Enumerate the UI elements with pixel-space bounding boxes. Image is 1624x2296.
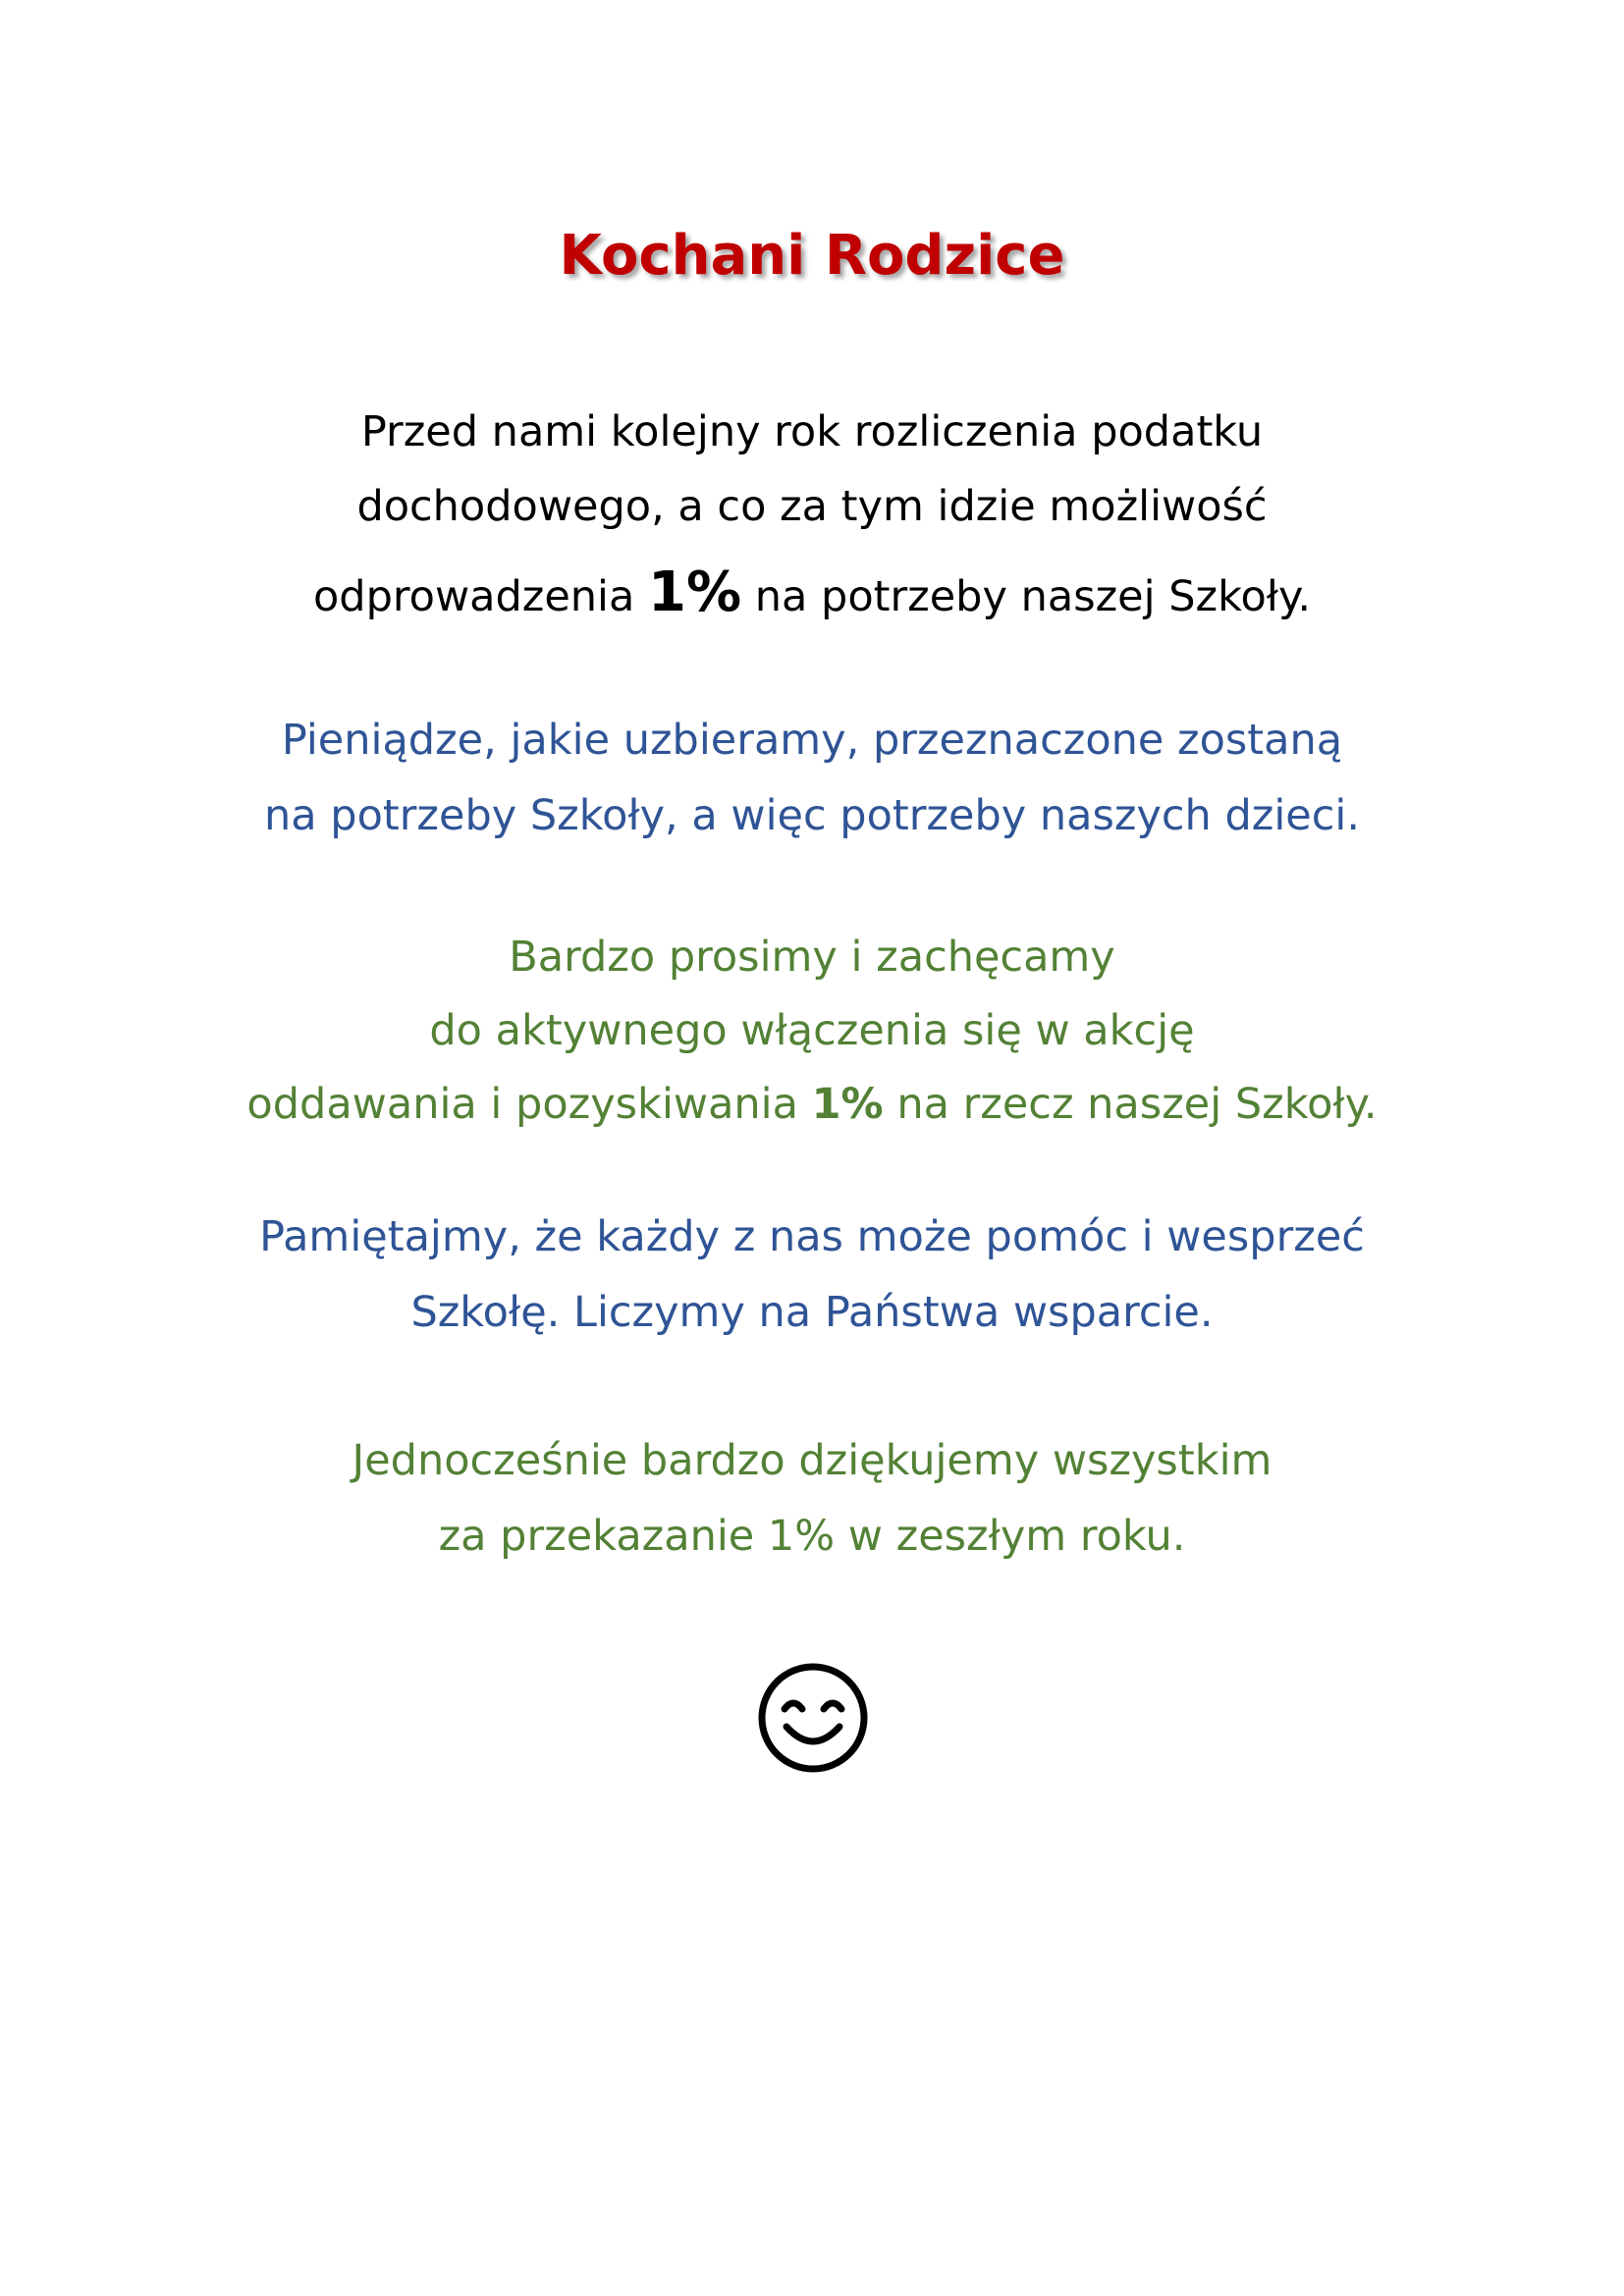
paragraph-line xyxy=(0,544,1624,646)
paragraph-tax-intro xyxy=(0,395,1624,646)
text-segment: na potrzeby naszej Szkoły. xyxy=(741,572,1311,621)
paragraph-support xyxy=(0,1200,1624,1351)
paragraph-line: dochodowego, a co za tym idzie możliwość xyxy=(356,482,1268,531)
paragraph-line: na potrzeby Szkoły, a więc potrzeby naszych dzieci. xyxy=(264,791,1360,840)
highlight-percent: 1% xyxy=(811,1080,884,1129)
paragraph-line xyxy=(0,1068,1624,1142)
paragraph-money-purpose xyxy=(0,703,1624,854)
paragraph-line: do aktywnego włączenia się w akcję xyxy=(429,1006,1195,1055)
paragraph-thanks xyxy=(0,1423,1624,1575)
paragraph-line: Bardzo prosimy i zachęcamy xyxy=(509,933,1115,982)
text-segment: na rzecz naszej Szkoły. xyxy=(883,1080,1378,1129)
text-segment: odprowadzenia xyxy=(313,572,648,621)
highlight-percent: 1% xyxy=(648,561,742,624)
paragraph-line: Pamiętajmy, że każdy z nas może pomóc i wesprzeć xyxy=(259,1212,1365,1261)
paragraph-encouragement xyxy=(0,921,1624,1142)
smiling-face-icon xyxy=(757,1662,869,1774)
paragraph-line: Jednocześnie bardzo dziękujemy wszystkim xyxy=(352,1436,1272,1485)
paragraph-line: za przekazanie 1% w zeszłym roku. xyxy=(438,1512,1186,1561)
text-segment: oddawania i pozyskiwania xyxy=(246,1080,812,1129)
paragraph-line: Przed nami kolejny rok rozliczenia podatku xyxy=(360,407,1264,456)
page-title: Kochani Rodzice xyxy=(559,224,1065,288)
paragraph-line: Pieniądze, jakie uzbieramy, przeznaczone zostaną xyxy=(281,716,1343,765)
paragraph-line: Szkołę. Liczymy na Państwa wsparcie. xyxy=(410,1288,1214,1337)
